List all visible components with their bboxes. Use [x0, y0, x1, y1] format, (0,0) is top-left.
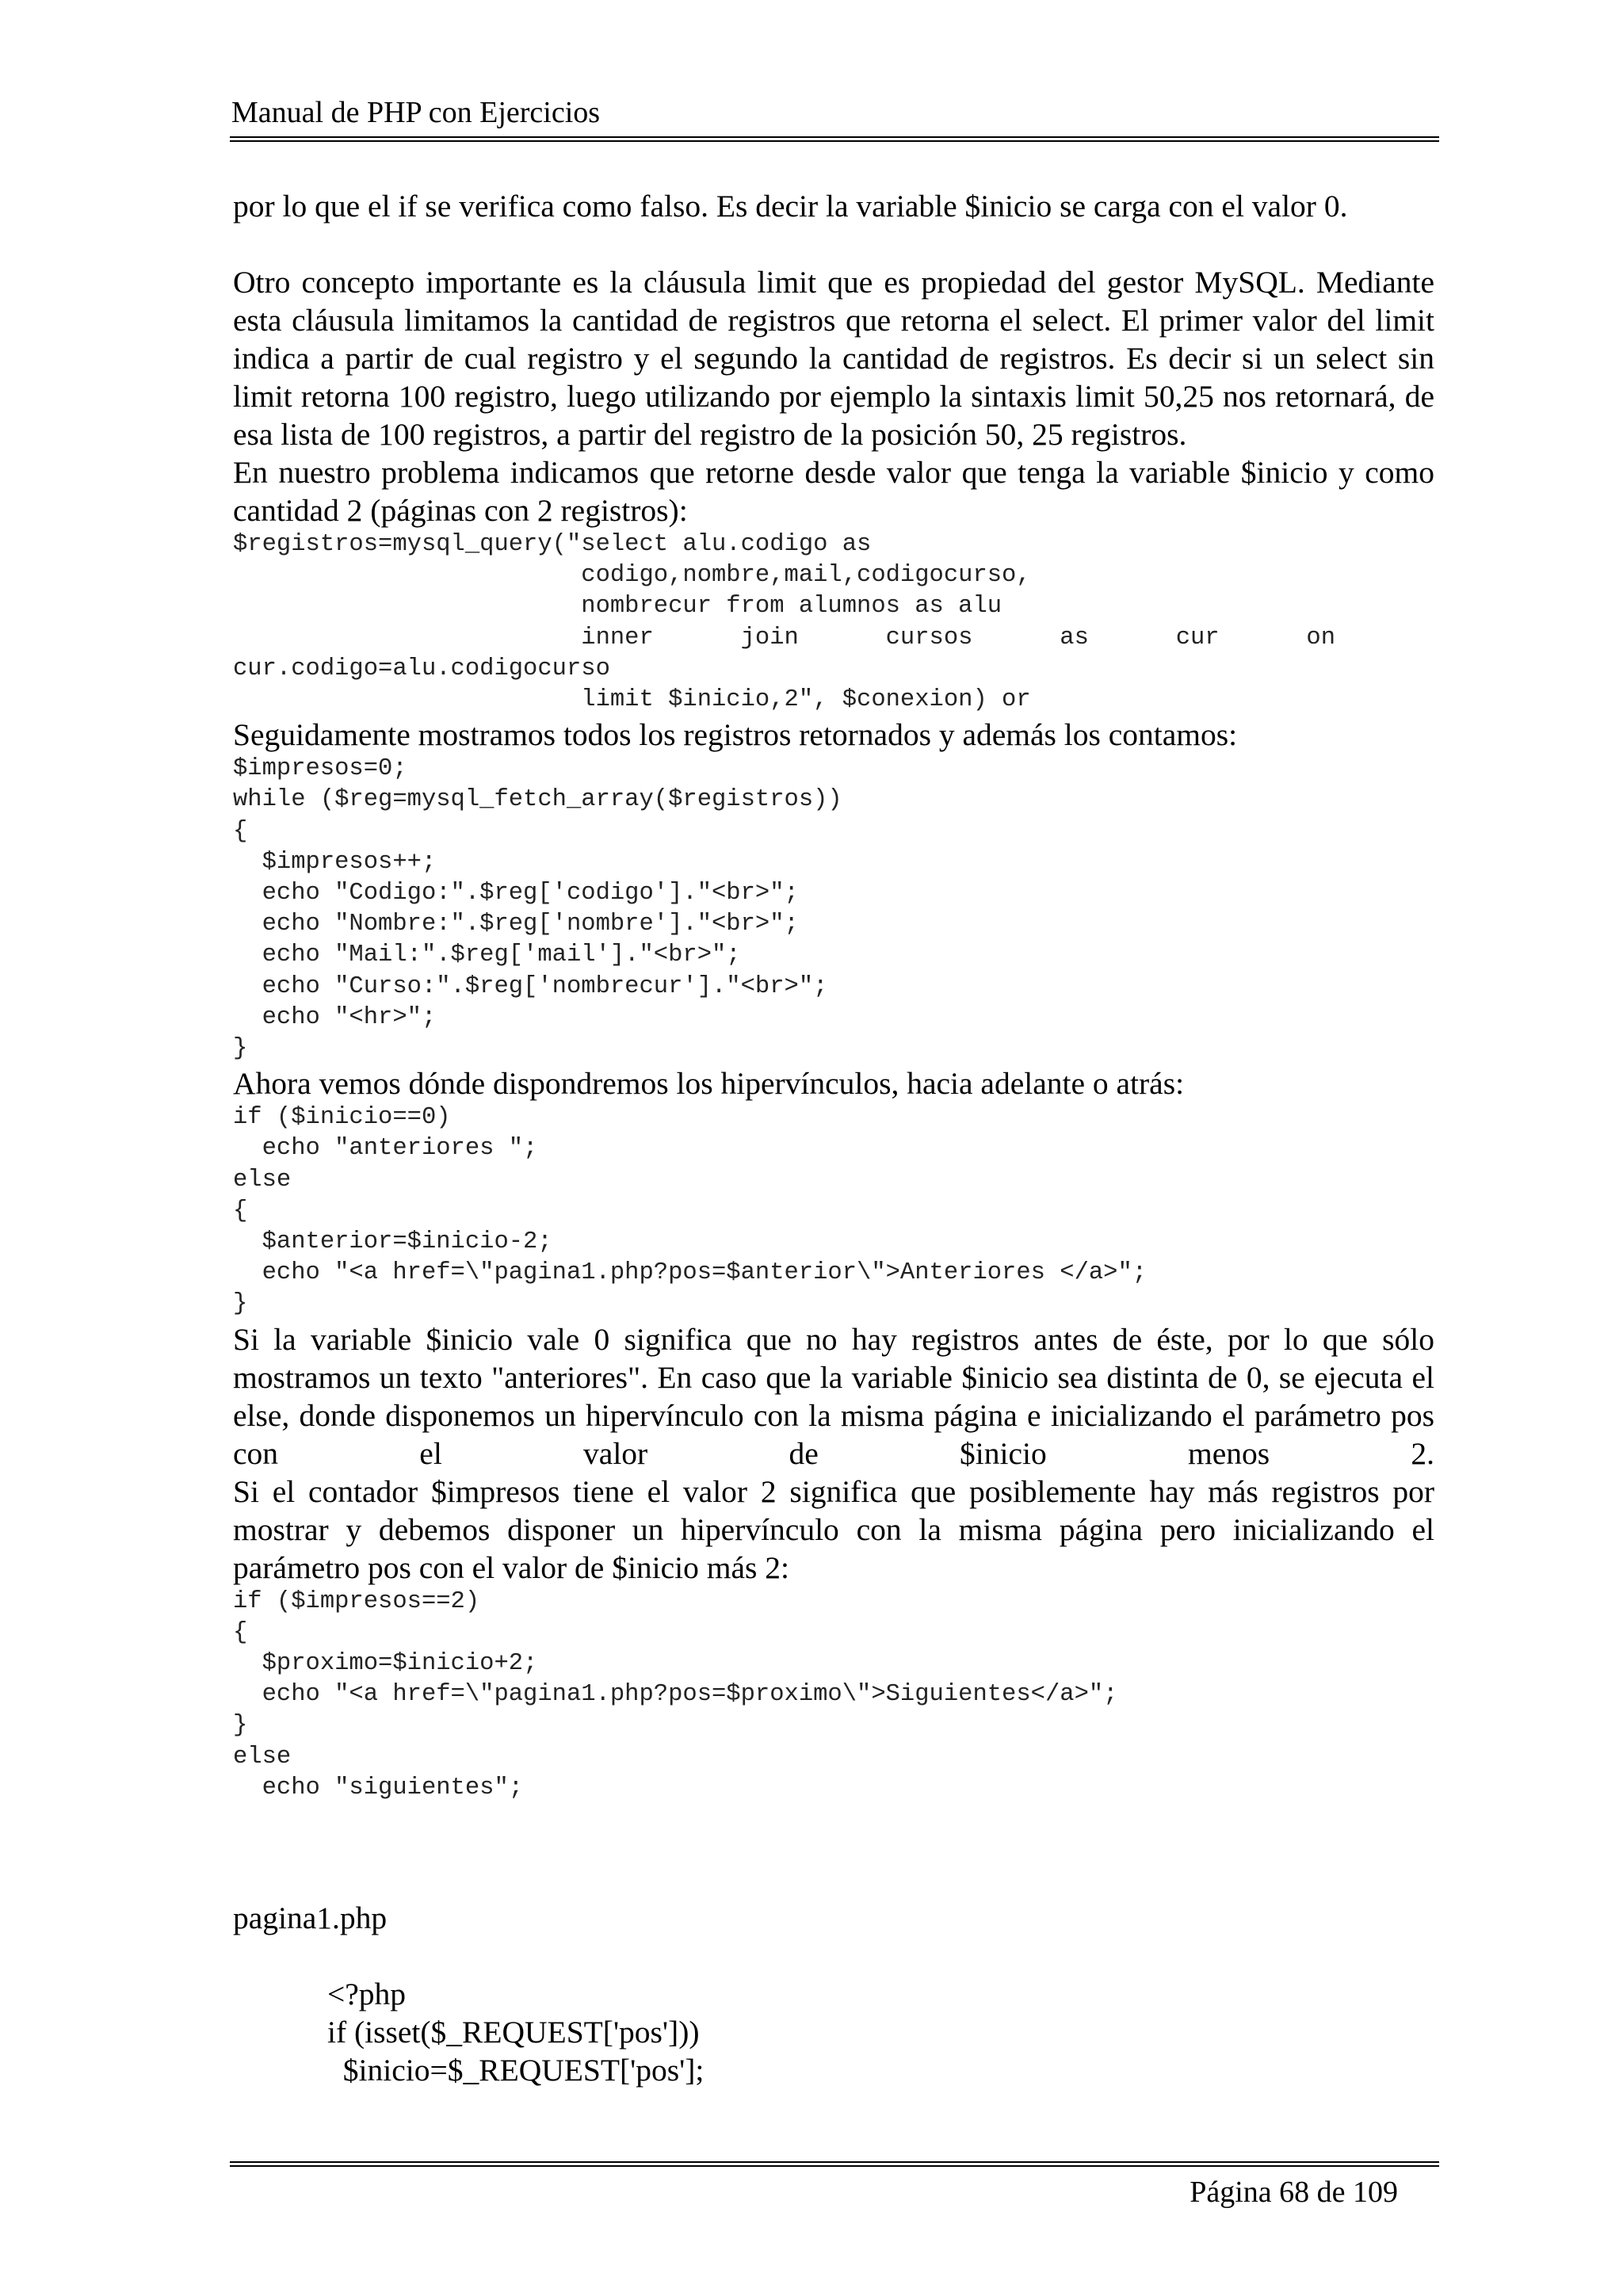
code-block-query-c: cur.codigo=alu.codigocurso limit $inicio,2", $conexion) or: [233, 655, 1031, 714]
paragraph-our-problem: En nuestro problema indicamos que retorne desde valor que tenga la variable $inicio y como cantidad 2 (páginas con 2 registros):: [233, 455, 1434, 528]
blank-line: [233, 225, 1434, 263]
blank-space: [233, 1804, 1434, 1899]
php-listing: [233, 1975, 1434, 2089]
paragraph-limit-clause: Otro concepto importante es la cláusula limit que es propiedad del gestor MySQL. Mediante esta cláusula limitamos la cantidad de registros que retorna el select. El primer valor del limit indica a partir de cual registro y el segundo la cantidad de registros. Es decir si un select sin limit retorna 100 registro, luego utilizando por ejemplo la sintaxis limit 50,25 nos retornará, de esa lista de 100 registros, a partir del registro de la posición 50, 25 registros.: [233, 265, 1434, 452]
paragraph-impresos-counter: Si el contador $impresos tiene el valor 2 significa que posiblemente hay más registros por mostrar y debemos disponer un hipervínculo con la misma página pero inicializando el parámetro pos con el valor de $inicio más 2:: [233, 1473, 1434, 1585]
code-block-query-a: $registros=mysql_query("select alu.codigo as codigo,nombre,mail,codigocurso, nombrecur from alumnos as alu: [233, 531, 1031, 621]
page-number: Página 68 de 109: [1190, 2176, 1398, 2209]
header-rule: [230, 136, 1439, 142]
paragraph-if-false: por lo que el if se verifica como falso. Es decir la variable $inicio se carga con el valor 0.: [233, 189, 1348, 223]
code-block-previous: if ($inicio==0) echo "anteriores "; else { $anterior=$inicio-2; echo "<a href=\"pagina1.php?pos=$anterior\">Anteriores </a>"; }: [233, 1104, 1148, 1318]
blank-line: [233, 1937, 1434, 1975]
footer-rule: [230, 2161, 1439, 2167]
paragraph-hyperlinks: Ahora vemos dónde dispondremos los hipervínculos, hacia adelante o atrás:: [233, 1066, 1185, 1102]
code-block-next: if ($impresos==2) { $proximo=$inicio+2; echo "<a href=\"pagina1.php?pos=$proximo\">Siguientes</a>"; } else echo "siguientes";: [233, 1587, 1118, 1801]
page-content: [233, 187, 1434, 2089]
code-block-query-b: inner join cursos as cur on: [233, 624, 1336, 651]
page-header-title: Manual de PHP con Ejercicios: [231, 96, 601, 129]
paragraph-inicio-zero: Si la variable $inicio vale 0 significa que no hay registros antes de éste, por lo que sólo mostramos un texto "anteriores". En caso que la variable $inicio sea distinta de 0, se ejecuta el else, donde disponemos un hipervínculo con la misma página e inicializando el parámetro pos con el valor de $inicio menos 2.: [233, 1321, 1434, 1471]
code-block-loop: $impresos=0; while ($reg=mysql_fetch_array($registros)) { $impresos++; echo "Codigo:".$reg['codigo']."<br>"; echo "Nombre:".$reg['nombre']."<br>"; echo "Mail:".$reg['mail']."<br>"; echo "Curso:".$reg['nombrecur']."<br>"; echo "<hr>"; }: [233, 755, 842, 1063]
php-line: if (isset($_REQUEST['pos'])): [327, 2015, 700, 2050]
paragraph-show-records: Seguidamente mostramos todos los registros retornados y además los contamos:: [233, 717, 1238, 753]
filename-label: pagina1.php: [233, 1901, 388, 1936]
php-line: $inicio=$_REQUEST['pos'];: [327, 2053, 705, 2088]
php-line: <?php: [327, 1977, 407, 2012]
